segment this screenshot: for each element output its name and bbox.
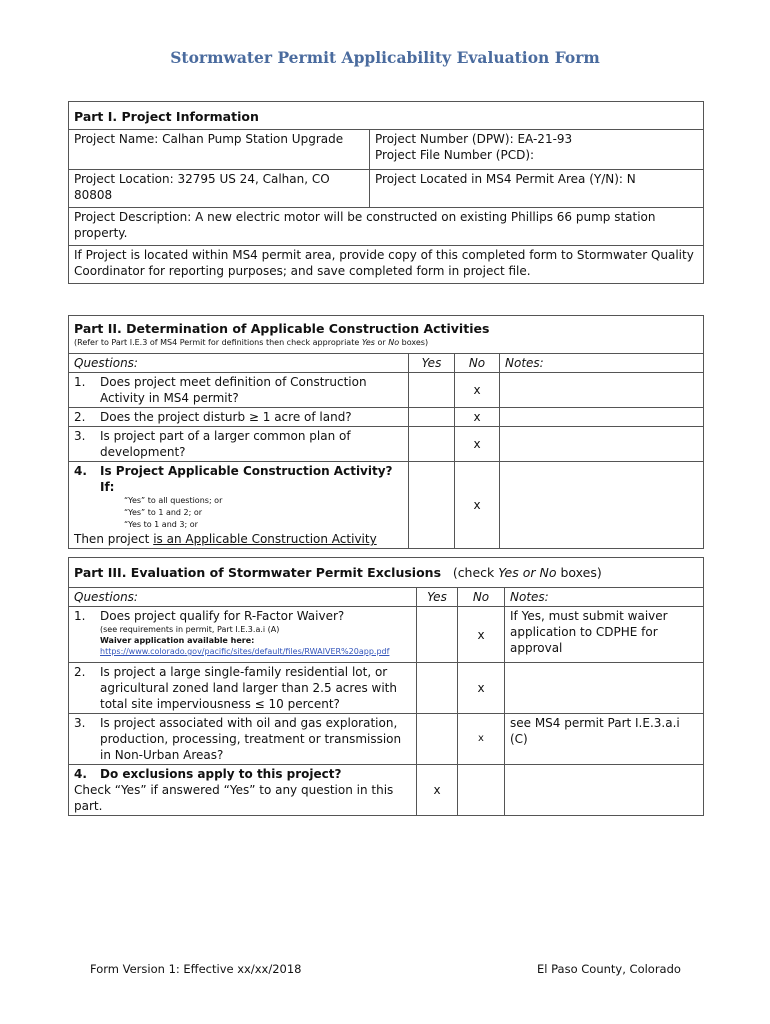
part2-q4-yes[interactable] (409, 462, 455, 549)
part2-q3-yes[interactable] (409, 427, 455, 462)
part2-q1: 1. Does project meet definition of Construction Activity in MS4 permit? (69, 373, 409, 408)
part2-table (68, 315, 704, 549)
part3-table (68, 557, 704, 816)
part2-col-questions: Questions: (69, 354, 409, 373)
part3-q2-no[interactable]: x (458, 663, 505, 714)
project-numbers (370, 130, 704, 170)
part3-q4-detail: Check “Yes” if answered “Yes” to any question in this part. (74, 783, 394, 813)
part3-q2-notes[interactable] (505, 663, 704, 714)
part1-header: Part I. Project Information (69, 102, 704, 130)
part2-col-notes: Notes: (500, 354, 704, 373)
part3-q2: 2. Is project a large single-family residential lot, or agricultural zoned land larger than 2.5 acres with total site imperviousness ≤ 10 percent? (69, 663, 417, 714)
project-location-line2: 80808 (74, 188, 113, 202)
part3-q1-yes[interactable] (417, 607, 458, 663)
part3-q1-waiver: Waiver application available here: (100, 636, 255, 645)
part2-q1-yes[interactable] (409, 373, 455, 408)
footer-county: El Paso County, Colorado (537, 962, 681, 976)
part3-header: Part III. Evaluation of Stormwater Permit Exclusions (74, 565, 442, 580)
part2-header-cell (69, 316, 704, 354)
part2-q1-no[interactable]: x (455, 373, 500, 408)
part3-q3: 3. Is project associated with oil and gas exploration, production, processing, treatment or transmission in Non-Urban Areas? (69, 714, 417, 765)
part3-col-questions: Questions: (69, 588, 417, 607)
part2-q3-no[interactable]: x (455, 427, 500, 462)
part3-q4: 4. Do exclusions apply to this project? Check “Yes” if answered “Yes” to any question in this part. (69, 765, 417, 816)
project-description: Project Description: A new electric motor will be constructed on existing Phillips 66 pump station property. (69, 208, 704, 246)
project-file-number: Project File Number (PCD): (375, 148, 535, 162)
part3-q1-no[interactable]: x (458, 607, 505, 663)
part1-table (68, 101, 704, 284)
part3-q2-yes[interactable] (417, 663, 458, 714)
part3-q4-no[interactable] (458, 765, 505, 816)
part3-q1-requirements: (see requirements in permit, Part I.E.3.a.i (A) (100, 625, 280, 634)
part3-q1-waiver-link[interactable]: https://www.colorado.gov/pacific/sites/default/files/RWAIVER%20app.pdf (100, 647, 390, 656)
part2-q4: 4. Is Project Applicable Construction Activity? If: “Yes” to all questions; or “Yes” to 1 and 2; or “Yes to 1 and 3; or Then project is an Applicable Construction Activity (69, 462, 409, 549)
form-title: Stormwater Permit Applicability Evaluation Form (170, 48, 600, 67)
project-name: Project Name: Calhan Pump Station Upgrade (69, 130, 370, 170)
part2-q3-notes[interactable] (500, 427, 704, 462)
part2-q1-notes[interactable] (500, 373, 704, 408)
project-number: Project Number (DPW): EA-21-93 (375, 132, 573, 146)
part2-q2-no[interactable]: x (455, 408, 500, 427)
part3-q4-yes[interactable]: x (417, 765, 458, 816)
project-location-line1: Project Location: 32795 US 24, Calhan, CO (74, 172, 330, 186)
part3-col-notes: Notes: (505, 588, 704, 607)
part3-col-no: No (458, 588, 505, 607)
project-location (69, 170, 370, 208)
part2-q4-opt3: “Yes to 1 and 3; or (124, 520, 198, 529)
part2-q4-then: Then project is an Applicable Construction Activity (74, 532, 377, 546)
part2-q4-notes[interactable] (500, 462, 704, 549)
part2-subheader: (Refer to Part I.E.3 of MS4 Permit for definitions then check appropriate Yes or No boxes) (74, 338, 429, 347)
part2-q4-opt1: “Yes” to all questions; or (124, 496, 223, 505)
part3-q3-notes[interactable]: see MS4 permit Part I.E.3.a.i (C) (505, 714, 704, 765)
part2-q3: 3. Is project part of a larger common plan of development? (69, 427, 409, 462)
part3-q3-no[interactable]: x (458, 714, 505, 765)
part2-q2-notes[interactable] (500, 408, 704, 427)
part2-header: Part II. Determination of Applicable Construction Activities (74, 321, 490, 336)
part2-q2: 2. Does the project disturb ≥ 1 acre of land? (69, 408, 409, 427)
part3-q3-yes[interactable] (417, 714, 458, 765)
part2-q2-yes[interactable] (409, 408, 455, 427)
part3-q4-notes[interactable] (505, 765, 704, 816)
part3-header-note: (check Yes or No boxes) (452, 565, 602, 580)
part3-q1-notes[interactable]: If Yes, must submit waiver application to CDPHE for approval (505, 607, 704, 663)
part3-header-cell (69, 558, 704, 588)
part2-q4-opt2: “Yes” to 1 and 2; or (124, 508, 203, 517)
part3-col-yes: Yes (417, 588, 458, 607)
part3-q1: 1. Does project qualify for R-Factor Waiver? (see requirements in permit, Part I.E.3.a.i (A) Waiver application available here: https://www.colorado.gov/pacific/sites/default/files/RWAIVER%20app.pdf (69, 607, 417, 663)
part1-instructions: If Project is located within MS4 permit area, provide copy of this completed form to Stormwater Quality Coordinator for reporting purposes; and save completed form in project file. (69, 246, 704, 284)
part2-col-yes: Yes (409, 354, 455, 373)
part2-q4-no[interactable]: x (455, 462, 500, 549)
part2-col-no: No (455, 354, 500, 373)
footer-version: Form Version 1: Effective xx/xx/2018 (90, 962, 302, 976)
ms4-permit-area: Project Located in MS4 Permit Area (Y/N): N (370, 170, 704, 208)
